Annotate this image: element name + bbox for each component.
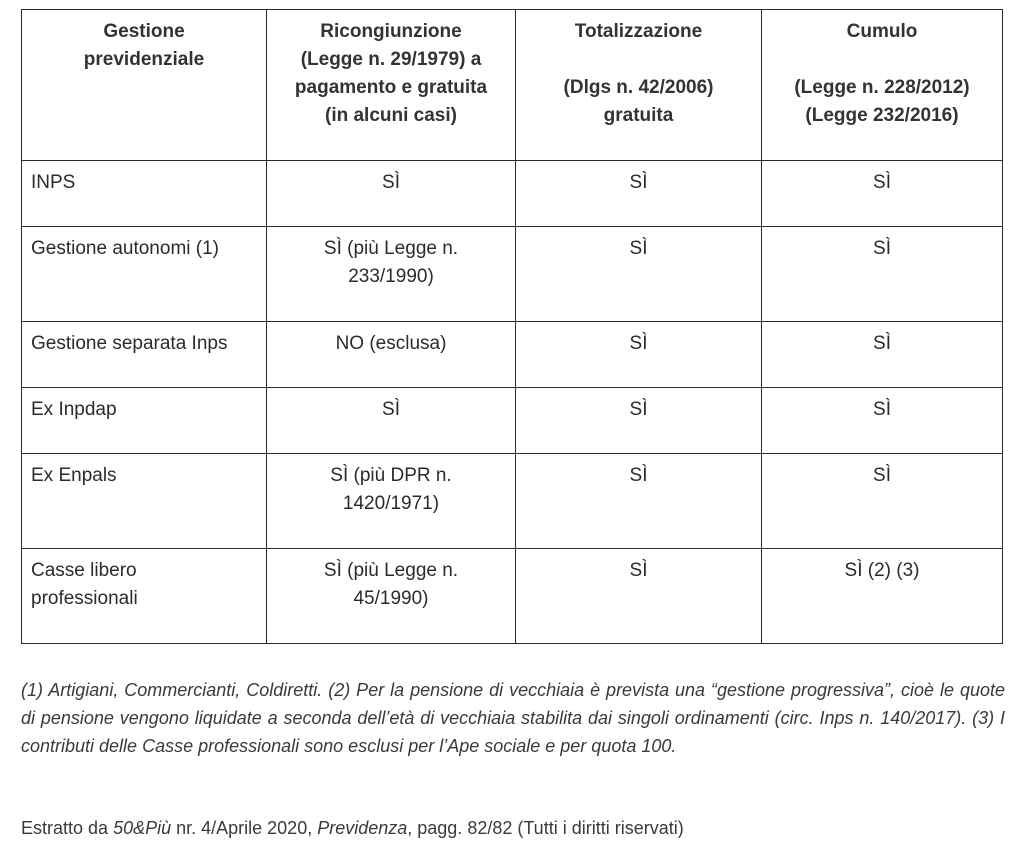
table-cell: SÌ: [267, 161, 516, 227]
table-cell: SÌ: [516, 161, 762, 227]
table-cell: Ex Enpals: [22, 454, 267, 549]
source-section: Previdenza: [317, 818, 408, 838]
table-cell: SÌ: [762, 388, 1003, 454]
table-cell: SÌ: [762, 454, 1003, 549]
table-cell: SÌ: [516, 322, 762, 388]
table-cell: SÌ: [516, 227, 762, 322]
footnote: (1) Artigiani, Commercianti, Coldiretti. (2) Per la pensione di vecchiaia è prevista una “gestione progressiva”, cioè le quote di pensione vengono liquidate a seconda dell’età di vecchiaia stabilita dai singoli ordinamenti (circ. Inps n. 140/2017). (3) I contributi delle Casse professionali sono esclusi per l’Ape sociale e per quota 100.: [21, 680, 1005, 756]
source-credit: [21, 814, 1005, 842]
pension-comparison-table: [21, 9, 1003, 644]
table-cell: SÌ: [516, 388, 762, 454]
table-row: [22, 549, 1003, 644]
source-suffix: , pagg. 82/82 (Tutti i diritti riservati): [407, 818, 684, 838]
table-cell: Gestione separata Inps: [22, 322, 267, 388]
table-cell: SÌ: [762, 322, 1003, 388]
table-cell: INPS: [22, 161, 267, 227]
table-row: [22, 227, 1003, 322]
table-cell: SÌ (più Legge n. 45/1990): [267, 549, 516, 644]
header-ricongiunzione: Ricongiunzione (Legge n. 29/1979) a pagamento e gratuita (in alcuni casi): [267, 10, 516, 161]
table-row: [22, 388, 1003, 454]
table-cell: SÌ: [516, 454, 762, 549]
header-totalizzazione: Totalizzazione (Dlgs n. 42/2006) gratuita: [516, 10, 762, 161]
table-cell: NO (esclusa): [267, 322, 516, 388]
header-gestione: Gestione previdenziale: [22, 10, 267, 161]
table-cell: SÌ: [762, 161, 1003, 227]
table-cell: SÌ: [267, 388, 516, 454]
table-cell: Ex Inpdap: [22, 388, 267, 454]
source-publication: 50&Più: [113, 818, 172, 838]
table-cell: SÌ (più DPR n. 1420/1971): [267, 454, 516, 549]
source-issue: nr. 4/Aprile 2020,: [171, 818, 318, 838]
table-cell: SÌ: [516, 549, 762, 644]
table-cell: SÌ (più Legge n. 233/1990): [267, 227, 516, 322]
table-header-row: [22, 10, 1003, 161]
table-cell: Gestione autonomi (1): [22, 227, 267, 322]
table-row: [22, 454, 1003, 549]
table-cell: Casse libero professionali: [22, 549, 267, 644]
header-cumulo: Cumulo (Legge n. 228/2012) (Legge 232/2016): [762, 10, 1003, 161]
source-prefix: Estratto da: [21, 818, 114, 838]
table-row: [22, 161, 1003, 227]
table-row: [22, 322, 1003, 388]
table-cell: SÌ (2) (3): [762, 549, 1003, 644]
table-cell: SÌ: [762, 227, 1003, 322]
